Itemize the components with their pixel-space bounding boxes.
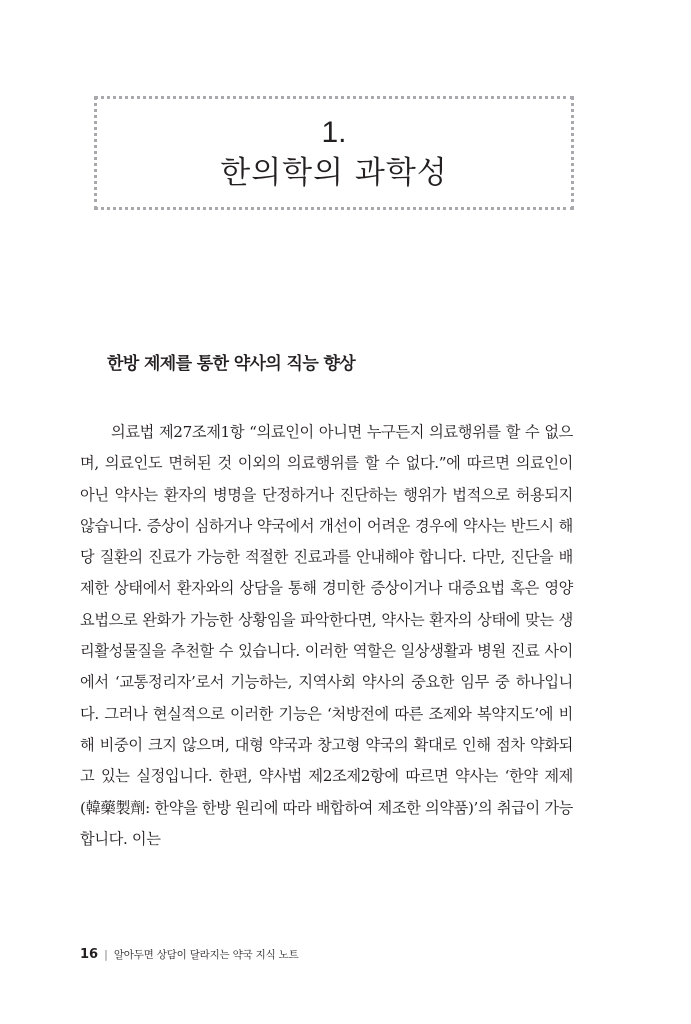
chapter-number: 1.: [321, 116, 347, 149]
body-paragraph: 의료법 제27조제1항 “의료인이 아니면 누구든지 의료행위를 할 수 없으며, 의료인도 면허된 것 이외의 의료행위를 할 수 없다.”에 따르면 의료인이 아닌 약사는 환자의 병명을 단정하거나 진단하는 행위가 법적으로 허용되지 않습니다. 증상이 심하거나 약국에서 개선이 어려운 경우에 약사는 반드시 해당 질환의 진료가 가능한 적절한 진료과를 안내해야 합니다. 다만, 진단을 배제한 상태에서 환자와의 상담을 통해 경미한 증상이거나 대증요법 혹은 영양요법으로 완화가 가능한 상황임을 파악한다면, 약사는 환자의 상태에 맞는 생리활성물질을 추천할 수 있습니다. 이러한 역할은 일상생활과 병원 진료 사이에서 ‘교통정리자’로서 기능하는, 지역사회 약사의 중요한 임무 중 하나입니다. 그러나 현실적으로 이러한 기능은 ‘처방전에 따른 조제와 복약지도’에 비해 비중이 크지 않으며, 대형 약국과 창고형 약국의 확대로 인해 점차 약화되고 있는 실정입니다. 한편, 약사법 제2조제2항에 따르면 약사는 ‘한약 제제(韓藥製劑: 한약을 한방 원리에 따라 배합하여 제조한 의약품)’의 취급이 가능합니다. 이는: [80, 423, 573, 848]
footer-separator: |: [104, 948, 108, 961]
page-footer: [80, 946, 299, 964]
chapter-title: 한의학의 과학성: [220, 155, 448, 191]
section-heading: 한방 제제를 통한 약사의 직능 향상: [107, 354, 356, 374]
page-number: 16: [80, 947, 99, 962]
book-title: 알아두면 상담이 달라지는 약국 지식 노트: [113, 949, 299, 961]
chapter-title-box: [94, 96, 574, 210]
